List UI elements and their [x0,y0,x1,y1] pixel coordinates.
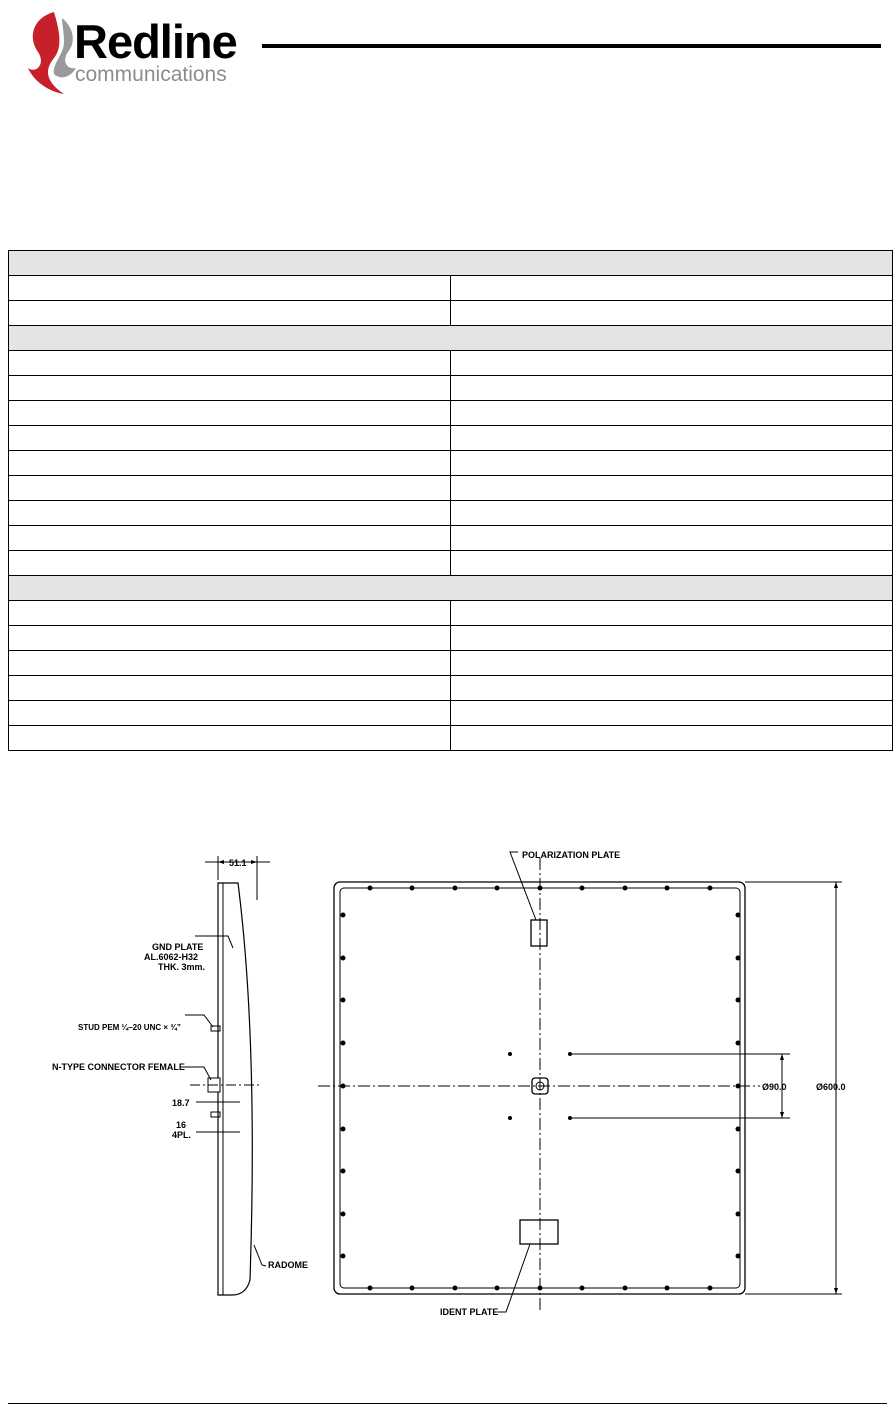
value-cell [451,551,893,576]
gnd-plate-label-1: GND PLATE [152,942,204,952]
parameter-cell [9,451,451,476]
table-row [9,551,893,576]
parameter-cell [9,551,451,576]
table-row [9,451,893,476]
parameter-cell [9,601,451,626]
parameter-cell [9,501,451,526]
section-header-cell [9,576,893,601]
value-cell [451,376,893,401]
polarization-plate-box [531,920,547,946]
value-cell [451,276,893,301]
table-row [9,301,893,326]
parameter-cell [9,476,451,501]
table-row [9,476,893,501]
table-section-row [9,251,893,276]
parameter-cell [9,301,451,326]
parameter-cell [9,351,451,376]
value-cell [451,501,893,526]
dim-600: Ø600.0 [816,1082,846,1092]
table-row [9,376,893,401]
parameter-cell [9,376,451,401]
ident-plate-box [520,1220,558,1244]
parameter-cell [9,651,451,676]
parameter-cell [9,676,451,701]
footer-rule [8,1403,887,1404]
table-section-row [9,326,893,351]
spec-table [8,250,893,751]
parameter-cell [9,626,451,651]
parameter-cell [9,526,451,551]
section-header-cell [9,326,893,351]
radome-label: RADOME [268,1260,308,1270]
table-row [9,501,893,526]
parameter-cell [9,726,451,751]
redline-logo [24,8,264,98]
dim-16: 16 [176,1120,187,1130]
table-row [9,351,893,376]
table-row [9,726,893,751]
dim-90: Ø90.0 [762,1082,787,1092]
value-cell [451,726,893,751]
value-cell [451,401,893,426]
value-cell [451,676,893,701]
connector-label: N-TYPE CONNECTOR FEMALE [52,1062,185,1072]
table-row [9,701,893,726]
antenna-mechanical-drawing [0,840,893,1320]
value-cell [451,351,893,376]
table-row [9,626,893,651]
parameter-cell [9,276,451,301]
stud-label: STUD PEM ¼–20 UNC × ¾” [78,1023,181,1032]
value-cell [451,701,893,726]
logo-subtitle: communications [75,63,227,86]
table-row [9,401,893,426]
dim-thickness: 51.1 [229,858,247,868]
value-cell [451,451,893,476]
value-cell [451,526,893,551]
table-row [9,676,893,701]
ident-plate-label: IDENT PLATE [440,1307,499,1317]
table-section-row [9,576,893,601]
value-cell [451,301,893,326]
value-cell [451,651,893,676]
dim-4pl: 4PL. [172,1130,192,1140]
parameter-cell [9,401,451,426]
dim-18-7: 18.7 [172,1098,190,1108]
parameter-cell [9,701,451,726]
table-row [9,526,893,551]
value-cell [451,626,893,651]
gnd-plate-label-3: THK. 3mm. [158,962,206,972]
value-cell [451,426,893,451]
gnd-plate-label-2: AL.6062-H32 [144,952,199,962]
value-cell [451,601,893,626]
parameter-cell [9,426,451,451]
table-row [9,651,893,676]
table-row [9,601,893,626]
table-row [9,276,893,301]
table-row [9,426,893,451]
section-header-cell [9,251,893,276]
value-cell [451,476,893,501]
polarization-plate-label: POLARIZATION PLATE [522,850,621,860]
logo-wordmark: Redline [74,15,237,68]
header-rule [262,44,881,48]
